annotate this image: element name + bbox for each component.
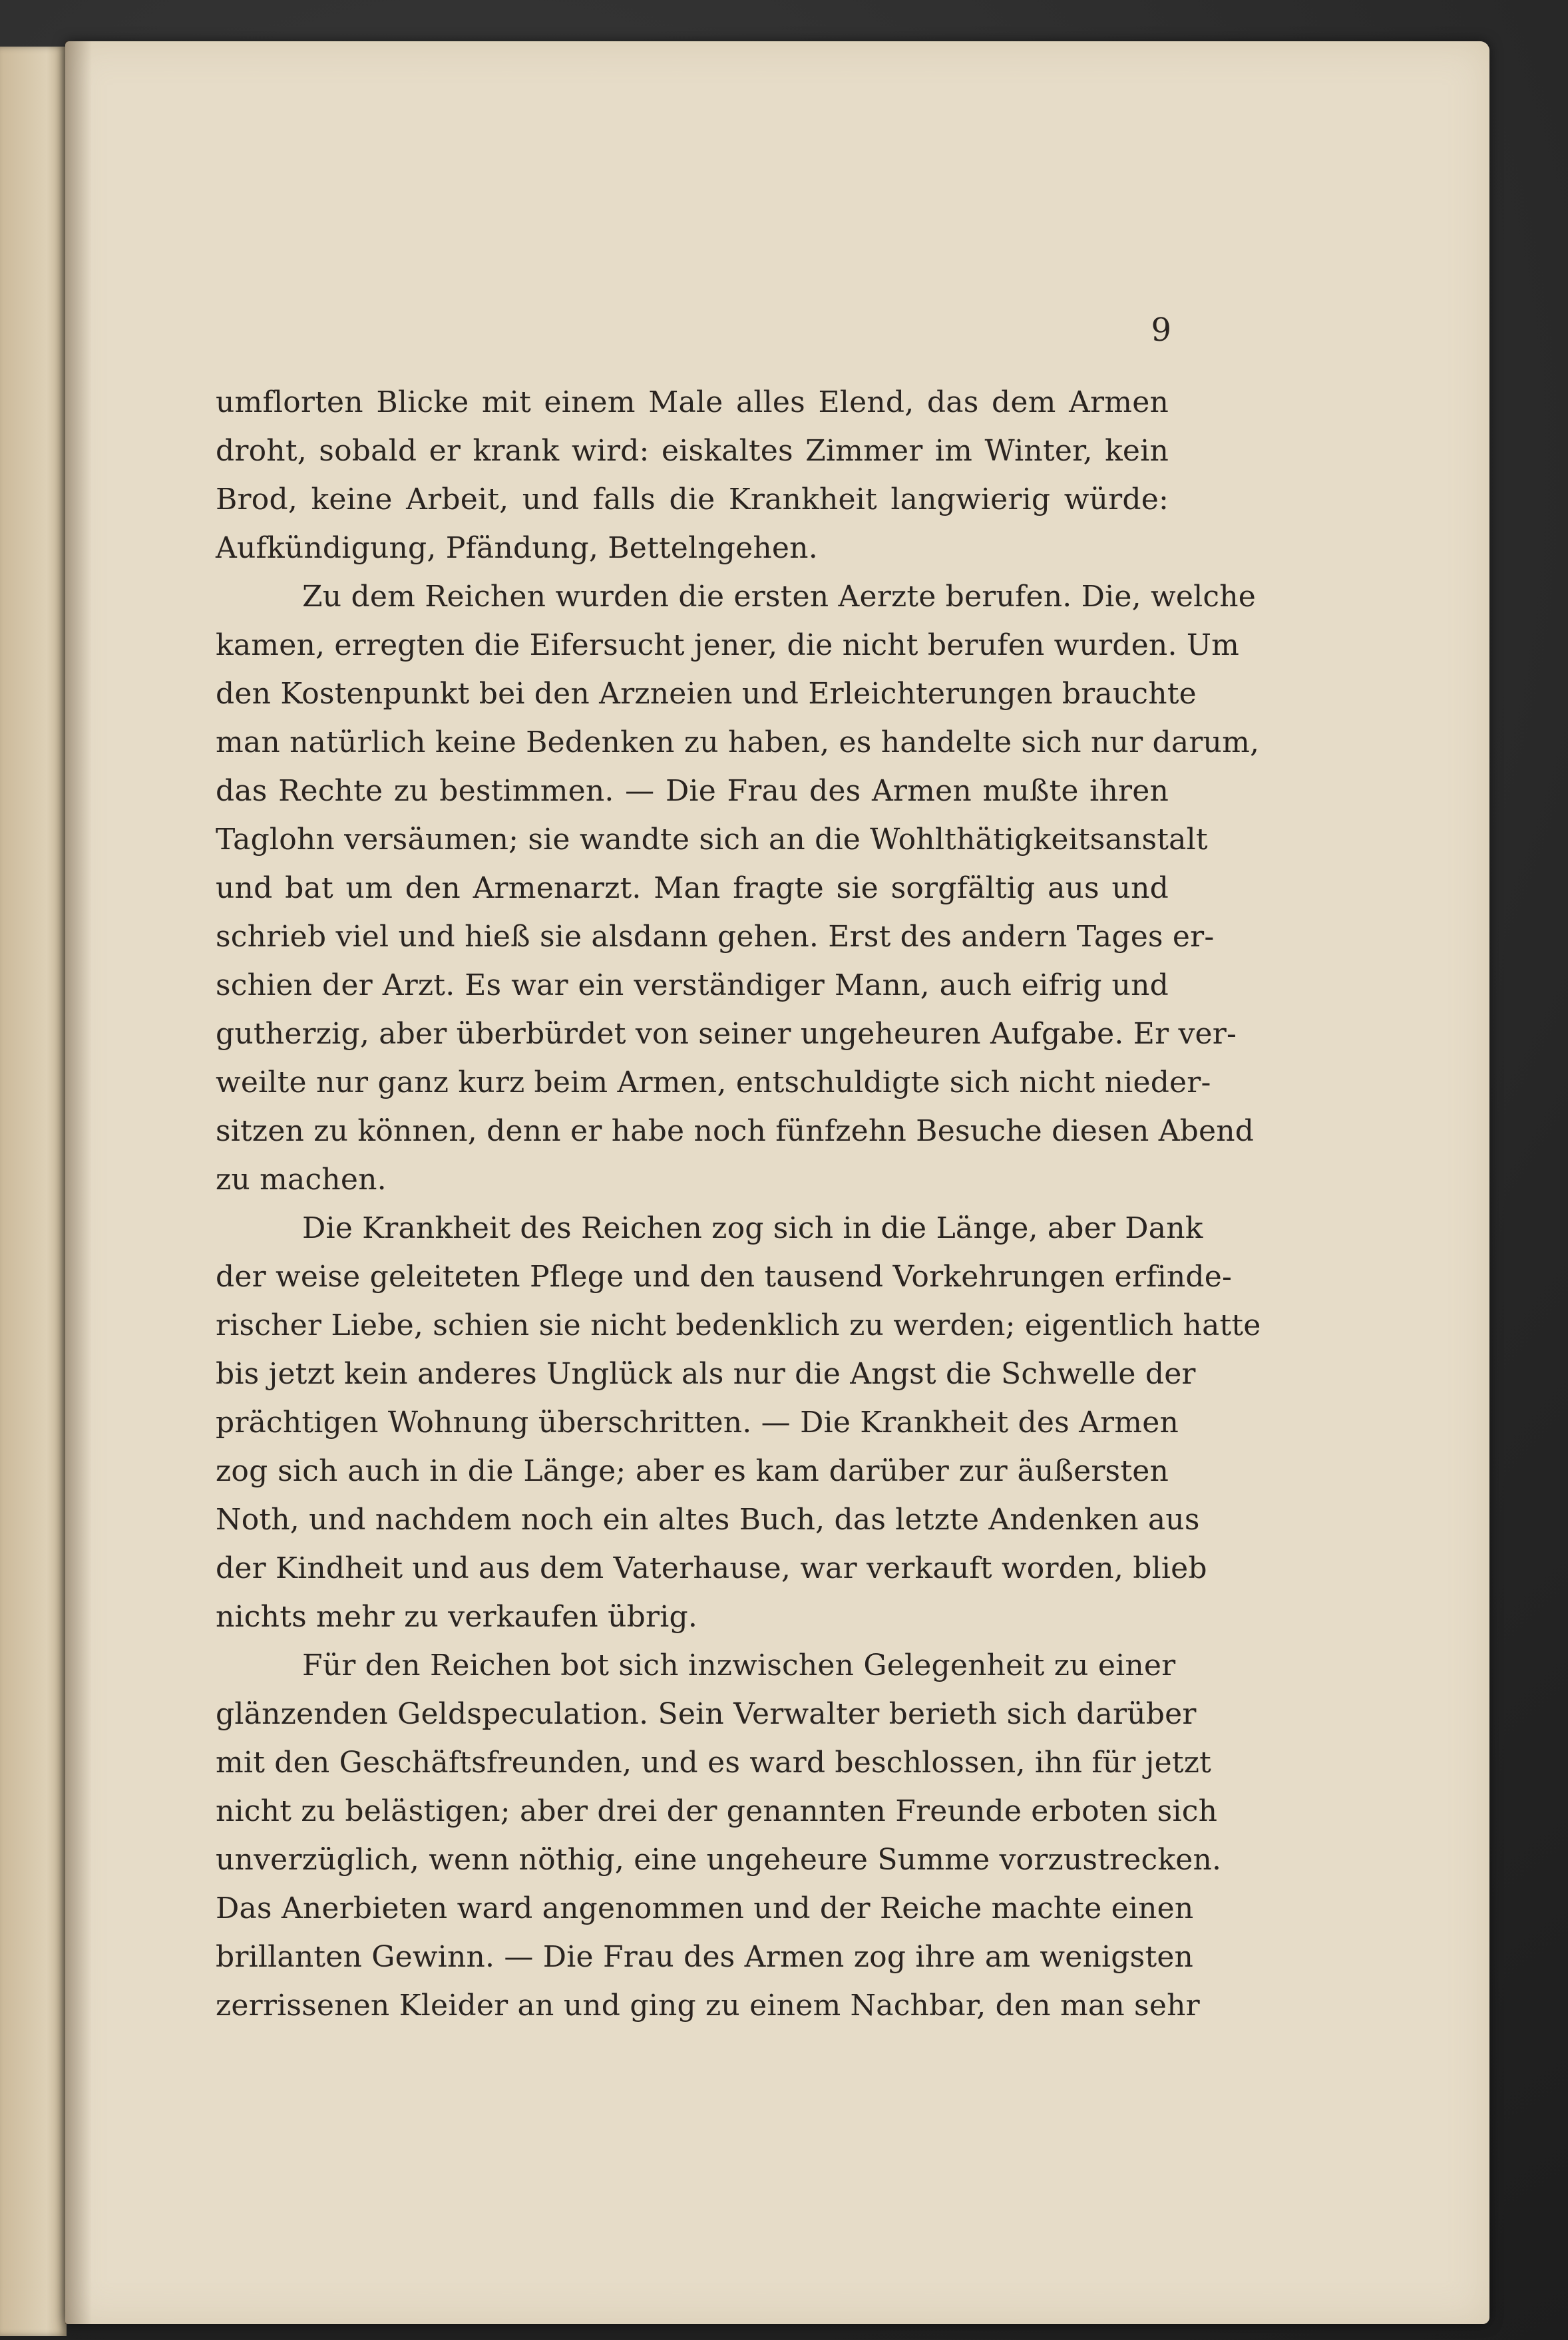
text-line: zerrissenen Kleider an und ging zu einem Nachbar, den man sehr — [216, 1989, 1200, 2023]
spine-shadow — [65, 41, 92, 2324]
text-line: schrieb viel und hieß sie alsdann gehen. Erst des andern Tages er- — [216, 920, 1215, 954]
text-line: man natürlich keine Bedenken zu haben, es handelte sich nur darum, — [216, 725, 1260, 759]
text-line: Taglohn versäumen; sie wandte sich an die Wohlthätigkeitsanstalt — [216, 823, 1208, 857]
text-line: brillanten Gewinn. — Die Frau des Armen zog ihre am wenigsten — [216, 1940, 1194, 1974]
text-line: mit den Geschäftsfreunden, und es ward beschlossen, ihn für jetzt — [216, 1746, 1212, 1780]
text-line: und bat um den Armenarzt. Man fragte sie sorgfältig aus und — [216, 871, 1169, 905]
text-line: Brod, keine Arbeit, und falls die Krankheit langwierig würde: — [216, 483, 1169, 516]
text-line: unverzüglich, wenn nöthig, eine ungeheure Summe vorzustrecken. — [216, 1843, 1222, 1877]
text-line: bis jetzt kein anderes Unglück als nur die Angst die Schwelle der — [216, 1357, 1196, 1391]
body-text — [216, 378, 1261, 2030]
text-line: nichts mehr zu verkaufen übrig. — [216, 1600, 698, 1634]
text-line: sitzen zu können, denn er habe noch fünfzehn Besuche diesen Abend — [216, 1114, 1255, 1148]
text-line: zu machen. — [216, 1163, 387, 1197]
text-line: kamen, erregten die Eifersucht jener, die nicht berufen wurden. Um — [216, 628, 1240, 662]
text-line: prächtigen Wohnung überschritten. — Die Krankheit des Armen — [216, 1406, 1179, 1440]
text-line: glänzenden Geldspeculation. Sein Verwalter berieth sich darüber — [216, 1697, 1197, 1731]
text-line: nicht zu belästigen; aber drei der genannten Freunde erboten sich — [216, 1794, 1218, 1828]
text-line: schien der Arzt. Es war ein verständiger Mann, auch eifrig und — [216, 968, 1169, 1002]
text-line: umflorten Blicke mit einem Male alles Elend, das dem Armen — [216, 385, 1169, 419]
text-line: Aufkündigung, Pfändung, Bettelngehen. — [216, 531, 818, 565]
previous-page-edge — [0, 47, 67, 2336]
text-line: Zu dem Reichen wurden die ersten Aerzte berufen. Die, welche — [302, 580, 1257, 614]
text-line: der Kindheit und aus dem Vaterhause, war verkauft worden, blieb — [216, 1551, 1207, 1585]
text-line: den Kostenpunkt bei den Arzneien und Erleichterungen brauchte — [216, 677, 1197, 711]
text-line: weilte nur ganz kurz beim Armen, entschuldigte sich nicht nieder- — [216, 1066, 1211, 1099]
text-line: das Rechte zu bestimmen. — Die Frau des Armen mußte ihren — [216, 774, 1169, 808]
text-line: Für den Reichen bot sich inzwischen Gelegenheit zu einer — [302, 1649, 1176, 1682]
text-line: zog sich auch in die Länge; aber es kam darüber zur äußersten — [216, 1454, 1169, 1488]
text-line: Noth, und nachdem noch ein altes Buch, das letzte Andenken aus — [216, 1503, 1200, 1537]
text-line: droht, sobald er krank wird: eiskaltes Zimmer im Winter, kein — [216, 434, 1169, 468]
text-line: Die Krankheit des Reichen zog sich in die Länge, aber Dank — [302, 1211, 1203, 1245]
text-line: der weise geleiteten Pflege und den tausend Vorkehrungen erfinde- — [216, 1260, 1233, 1294]
text-line: rischer Liebe, schien sie nicht bedenklich zu werden; eigentlich hatte — [216, 1308, 1261, 1342]
text-line: gutherzig, aber überbürdet von seiner ungeheuren Aufgabe. Er ver- — [216, 1017, 1237, 1051]
page-number: 9 — [1151, 311, 1171, 349]
text-line: Das Anerbieten ward angenommen und der Reiche machte einen — [216, 1891, 1194, 1925]
